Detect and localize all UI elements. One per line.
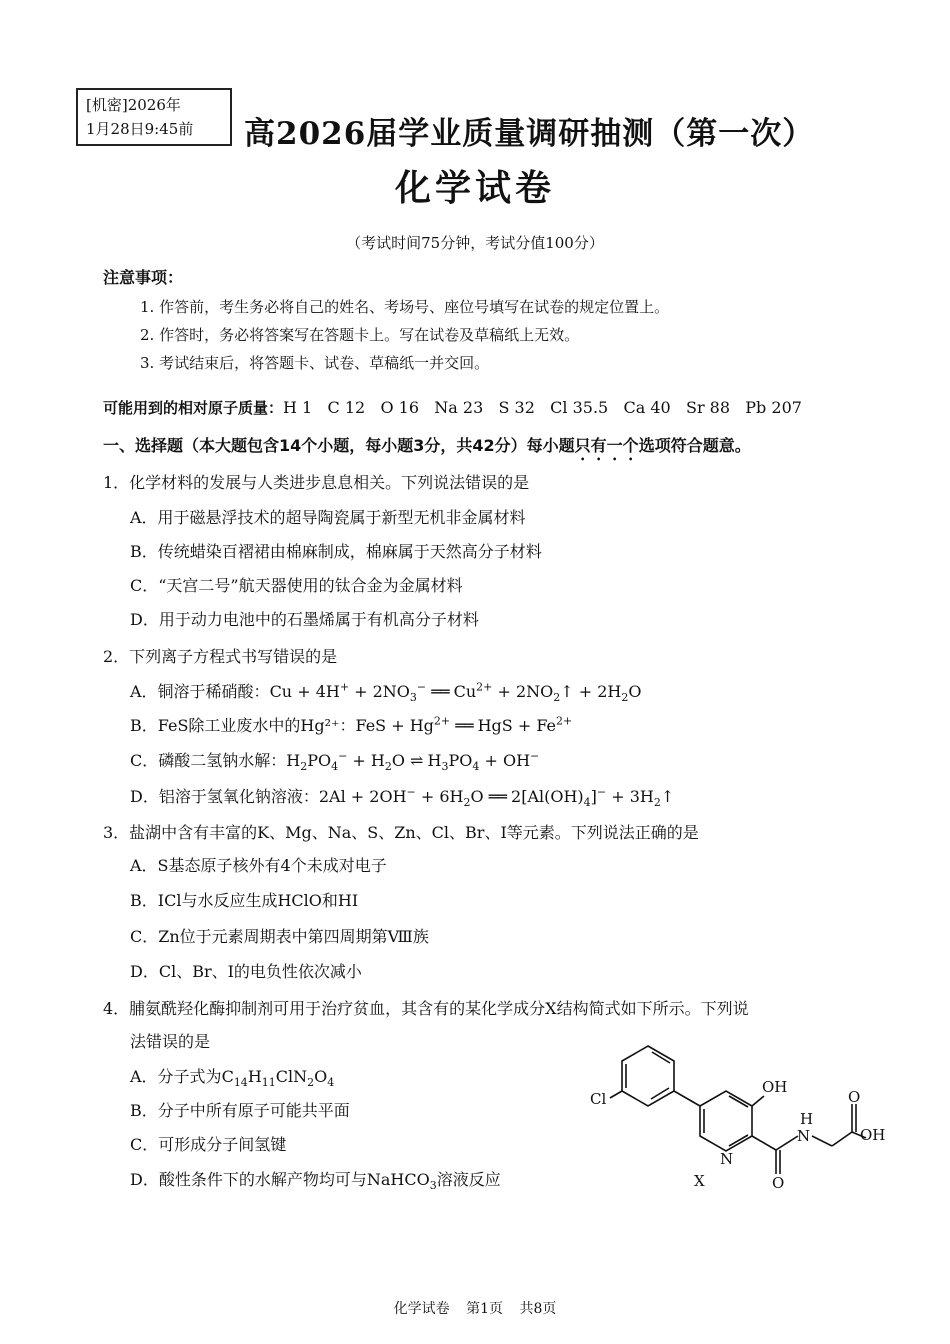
question-1-option-c: C．“天宫二号”航天器使用的钛合金为金属材料 (130, 576, 463, 595)
structure-x (590, 1040, 886, 1192)
footer-page: 第1页 (466, 1301, 503, 1317)
question-2-stem: 2．下列离子方程式书写错误的是 (103, 647, 338, 666)
question-3-option-b: B．ICl与水反应生成HClO和HI (130, 891, 359, 910)
question-1-stem: 1．化学材料的发展与人类进步息息相关。下列说法错误的是 (103, 473, 530, 492)
question-1-option-a: A．用于磁悬浮技术的超导陶瓷属于新型无机非金属材料 (130, 508, 526, 527)
subject-title: 化学试卷 (394, 167, 555, 209)
question-2-option-b: B．FeS除工业废水中的Hg²⁺：FeS + $Hg^{2+}$ ══ HgS + $Fe^{2+}$ (130, 714, 573, 735)
footer-subject: 化学试卷 (393, 1301, 450, 1317)
question-4-option-b: B．分子中所有原子可能共平面 (130, 1101, 350, 1120)
atomic-masses-label: 可能用到的相对原子质量： (103, 399, 284, 417)
notice-item: 3. 考试结束后，将答题卡、试卷、草稿纸一并交回。 (140, 354, 490, 372)
question-3-option-c: C．Zn位于元素周期表中第四周期第Ⅷ族 (130, 927, 429, 946)
label-o-acid: O (848, 1088, 861, 1106)
notice-title: 注意事项： (103, 268, 184, 287)
question-4-option-c: C．可形成分子间氢键 (130, 1135, 287, 1154)
label-oh-acid: OH (860, 1126, 886, 1144)
question-1-option-d: D．用于动力电池中的石墨烯属于有机高分子材料 (130, 610, 479, 629)
confidential-stamp (76, 88, 232, 146)
notice-item: 1. 作答前，考生务必将自己的姓名、考场号、座位号填写在试卷的规定位置上。 (140, 298, 670, 316)
atomic-masses (103, 397, 802, 418)
confidential-line1: [机密]2026年 (86, 96, 181, 114)
label-n-ring: N (720, 1150, 734, 1168)
confidential-line2: 1月28日9:45前 (86, 120, 194, 138)
question-2-option-c: C．磷酸二氢钠水解：$H_2PO_4^- + H_2O$ ⇌ $H_3PO_4 + OH^-$ (130, 749, 540, 774)
question-3-option-a: A．S基态原子核外有4个未成对电子 (130, 856, 387, 875)
atomic-masses-values: H 1 C 12 O 16 Na 23 S 32 Cl 35.5 Ca 40 Sr 88 Pb 207 (283, 398, 802, 417)
section-title: 一、选择题（本大题包含14个小题，每小题3分，共42分）每小题只有一个选项符合题意。 (103, 436, 751, 455)
question-3-option-d: D．Cl、Br、I的电负性依次减小 (130, 962, 362, 981)
label-oh-top: OH (762, 1078, 788, 1096)
question-3-stem: 3．盐湖中含有丰富的K、Mg、Na、S、Zn、Cl、Br、I等元素。下列说法正确的是 (103, 823, 699, 842)
page-footer (0, 1298, 950, 1318)
emphasis-text: 只有一个 (574, 436, 639, 455)
label-cl: Cl (590, 1090, 607, 1108)
question-2-option-d: D．铝溶于氢氧化钠溶液：$2Al + 2OH^- + 6H_2O$ ══ $2[Al(OH)_4]^-$ + $3H_2↑$ (130, 785, 675, 810)
label-o-amide: O (772, 1174, 785, 1192)
label-compound-x: X (694, 1172, 705, 1190)
question-4-option-d: D．酸性条件下的水解产物均可与NaHCO$_3$溶液反应 (130, 1170, 501, 1193)
footer-total: 共8页 (519, 1301, 557, 1317)
notice-item: 2. 作答时，务必将答案写在答题卡上。写在试卷及草稿纸上无效。 (140, 326, 580, 344)
structure-bonds (610, 1046, 866, 1174)
label-n-amide: N (797, 1127, 811, 1145)
question-2-option-a: A．铜溶于稀硝酸：$Cu + 4H^+ + 2NO_3^-$ ══ $Cu^{2+}$ + $2NO_2↑ + 2H_2O$ (130, 680, 642, 705)
question-4-option-a: A．分子式为$C_{14}H_{11}ClN_2O_4$ (130, 1067, 335, 1090)
exam-info: （考试时间75分钟，考试分值100分） (346, 234, 604, 252)
label-h-amide: H (800, 1110, 814, 1128)
question-4-stem: 4．脯氨酰羟化酶抑制剂可用于治疗贫血，其含有的某化学成分X结构简式如下所示。下列说 (103, 999, 749, 1018)
question-1-option-b: B．传统蜡染百褶裙由棉麻制成，棉麻属于天然高分子材料 (130, 542, 542, 561)
exam-title: 高2026届学业质量调研抽测（第一次） (244, 116, 815, 152)
question-4-stem-cont: 法错误的是 (130, 1032, 211, 1051)
